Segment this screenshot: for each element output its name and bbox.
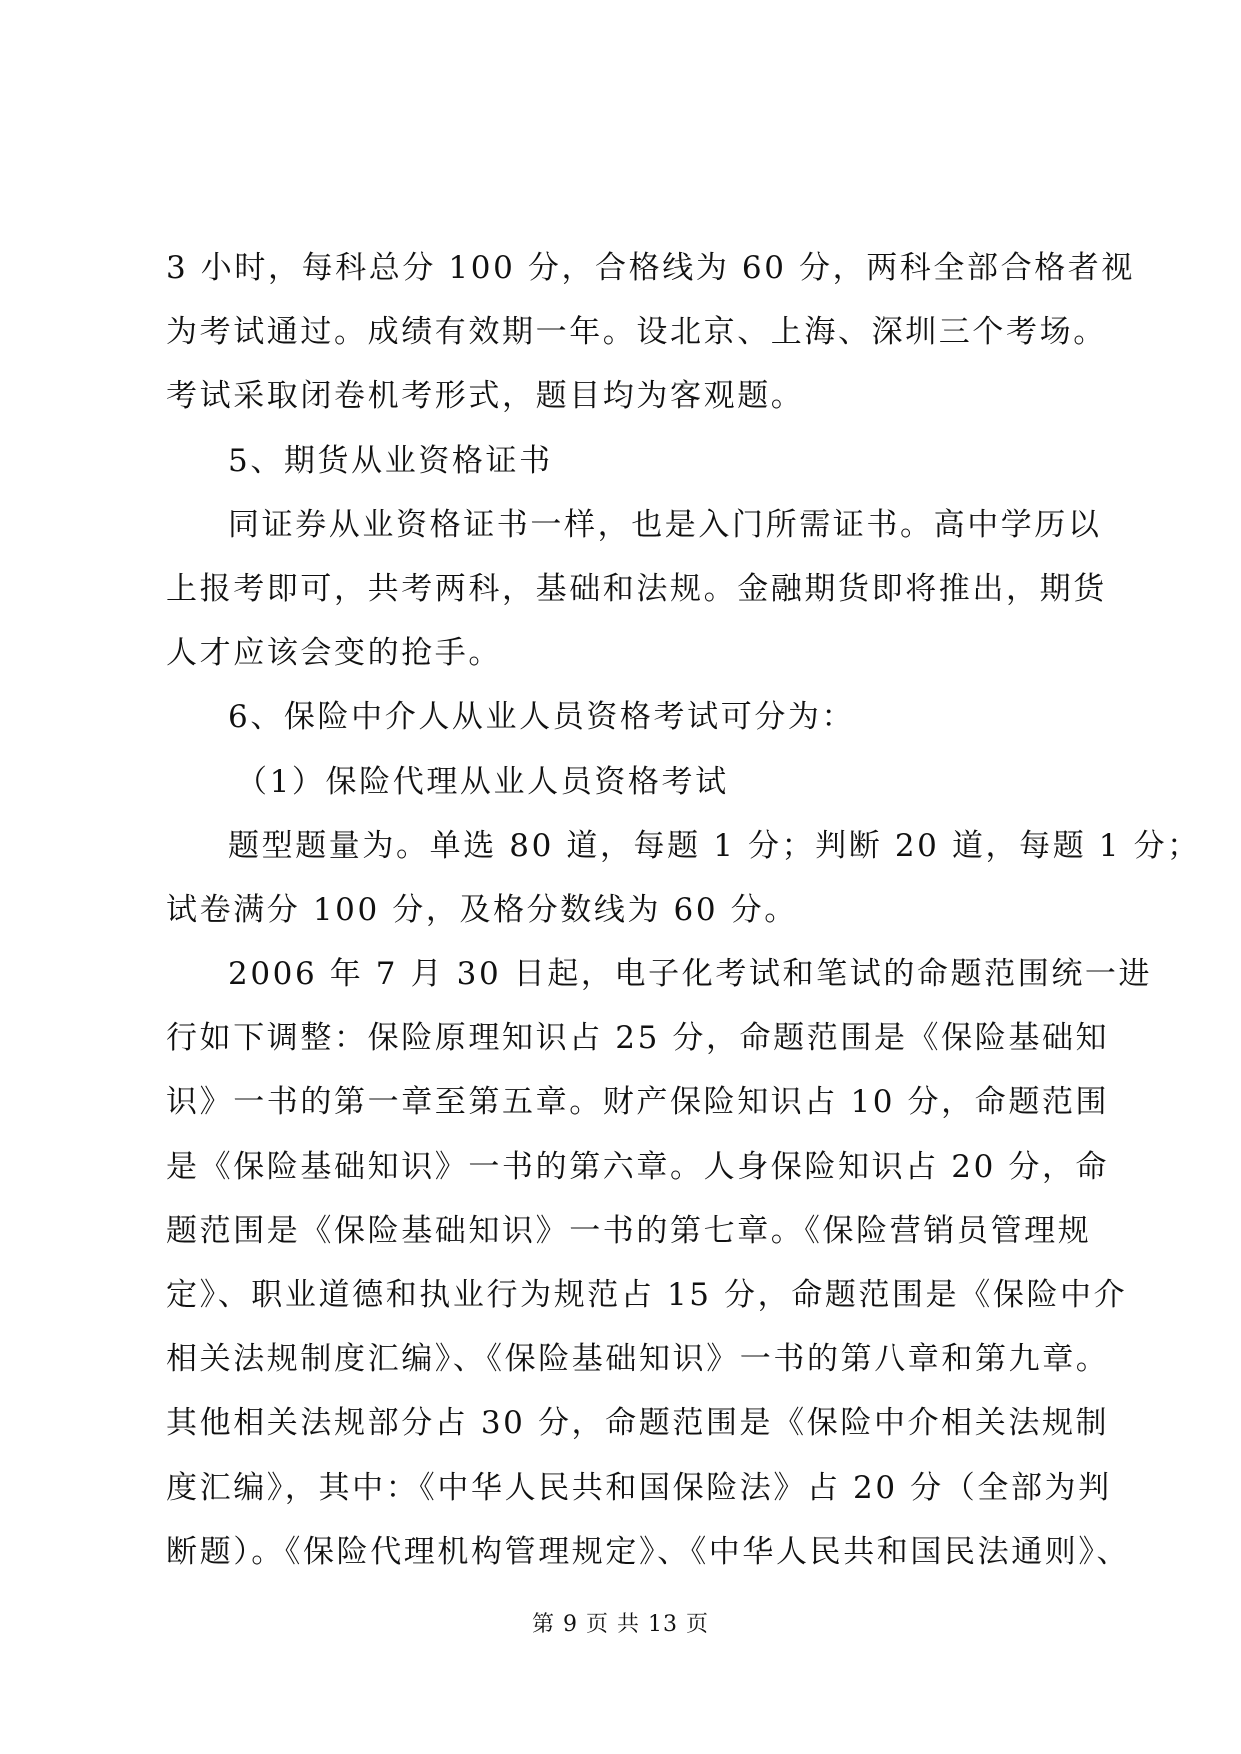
text-line: 同证券从业资格证书一样，也是入门所需证书。高中学历以 <box>228 506 1102 543</box>
text-line: 3 小时，每科总分 100 分，合格线为 60 分，两科全部合格者视 <box>166 250 1136 286</box>
page-number-footer: 第 9 页 共 13 页 <box>532 1612 709 1637</box>
text-line: 题范围是《保险基础知识》一书的第七章。《保险营销员管理规 <box>166 1212 1092 1249</box>
text-line: 其他相关法规部分占 30 分，命题范围是《保险中介相关法规制 <box>166 1405 1110 1442</box>
section-heading: 5、期货从业资格证书 <box>228 442 553 479</box>
text-line: 上报考即可，共考两科，基础和法规。金融期货即将推出，期货 <box>166 570 1107 607</box>
text-line: 2006 年 7 月 30 日起，电子化考试和笔试的命题范围统一进 <box>228 956 1153 993</box>
text-line: 相关法规制度汇编》、《保险基础知识》一书的第八章和第九章。 <box>166 1341 1110 1378</box>
text-line: 是《保险基础知识》一书的第六章。人身保险知识占 20 分，命 <box>166 1148 1110 1185</box>
text-line: 度汇编》，其中：《中华人民共和国保险法》占 20 分（全部为判 <box>166 1469 1112 1506</box>
text-line: 试卷满分 100 分，及格分数线为 60 分。 <box>166 891 798 928</box>
text-line: 为考试通过。成绩有效期一年。设北京、上海、深圳三个考场。 <box>166 314 1107 351</box>
text-line: 行如下调整：保险原理知识占 25 分，命题范围是《保险基础知 <box>166 1020 1110 1057</box>
text-line: 人才应该会变的抢手。 <box>166 635 502 672</box>
text-line: 定》、职业道德和执业行为规范占 15 分，命题范围是《保险中介 <box>166 1277 1128 1313</box>
subsection-heading: （1）保险代理从业人员资格考试 <box>236 763 729 800</box>
text-line: 识》一书的第一章至第五章。财产保险知识占 10 分，命题范围 <box>166 1084 1110 1121</box>
text-line: 题型题量为。单选 80 道，每题 1 分；判断 20 道，每题 1 分； <box>228 827 1201 864</box>
text-line: 断题）。《保险代理机构管理规定》、《中华人民共和国民法通则》、 <box>166 1533 1131 1570</box>
section-heading: 6、保险中介人从业人员资格考试可分为： <box>228 699 856 736</box>
document-body <box>166 236 1201 1584</box>
text-line: 考试采取闭卷机考形式，题目均为客观题。 <box>166 378 805 415</box>
